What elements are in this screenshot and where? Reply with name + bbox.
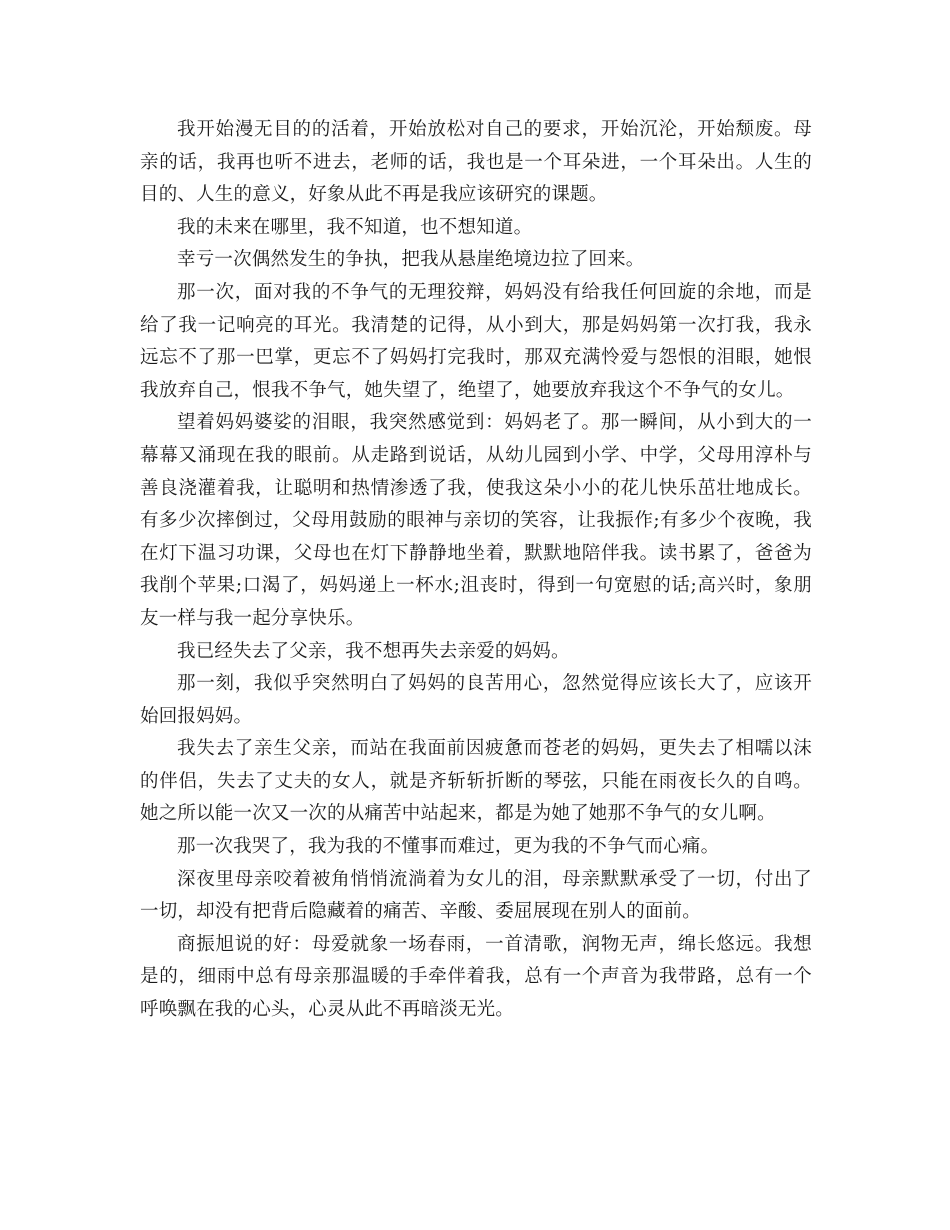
paragraph: 那一次，面对我的不争气的无理狡辩，妈妈没有给我任何回旋的余地，而是给了我一记响亮的耳光。我清楚的记得，从小到大，那是妈妈第一次打我，我永远忘不了那一巴掌，更忘不了妈妈打完我时，那双充满怜爱与怨恨的泪眼，她恨我放弃自己，恨我不争气，她失望了，绝望了，她要放弃我这个不争气的女儿。	[140, 281, 812, 401]
paragraph: 商振旭说的好：母爱就象一场春雨，一首清歌，润物无声，绵长悠远。我想是的，细雨中总有母亲那温暖的手牵伴着我，总有一个声音为我带路，总有一个呼唤飘在我的心头，心灵从此不再暗淡无光。	[140, 933, 812, 1021]
paragraph: 望着妈妈婆娑的泪眼，我突然感觉到：妈妈老了。那一瞬间，从小到大的一幕幕又涌现在我的眼前。从走路到说话，从幼儿园到小学、中学，父母用淳朴与善良浇灌着我，让聪明和热情渗透了我，使我这朵小小的花儿快乐茁壮地成长。有多少次摔倒过，父母用鼓励的眼神与亲切的笑容，让我振作;有多少个夜晚，我在灯下温习功课，父母也在灯下静静地坐着，默默地陪伴我。读书累了，爸爸为我削个苹果;口渴了，妈妈递上一杯水;沮丧时，得到一句宽慰的话;高兴时，象朋友一样与我一起分享快乐。	[140, 412, 812, 629]
paragraph: 我的未来在哪里，我不知道，也不想知道。	[177, 216, 533, 238]
paragraph: 那一次我哭了，我为我的不懂事而难过，更为我的不争气而心痛。	[177, 836, 720, 858]
paragraph: 我已经失去了父亲，我不想再失去亲爱的妈妈。	[177, 640, 570, 662]
paragraph: 深夜里母亲咬着被角悄悄流淌着为女儿的泪，母亲默默承受了一切，付出了一切，却没有把背后隐藏着的痛苦、辛酸、委屈展现在别人的面前。	[140, 868, 812, 923]
paragraph: 我失去了亲生父亲，而站在我面前因疲惫而苍老的妈妈，更失去了相嚅以沫的伴侣，失去了丈夫的女人，就是齐斩斩折断的琴弦，只能在雨夜长久的自鸣。她之所以能一次又一次的从痛苦中站起来，都是为她了她那不争气的女儿啊。	[140, 738, 812, 825]
paragraph: 幸亏一次偶然发生的争执，把我从悬崖绝境边拉了回来。	[177, 249, 645, 271]
paragraph: 我开始漫无目的的活着，开始放松对自己的要求，开始沉沦，开始颓废。母亲的话，我再也听不进去，老师的话，我也是一个耳朵进，一个耳朵出。人生的目的、人生的意义，好象从此不再是我应该研究的课题。	[140, 119, 812, 206]
document-body	[140, 114, 812, 1027]
paragraph: 那一刻，我似乎突然明白了妈妈的良苦用心，忽然觉得应该长大了，应该开始回报妈妈。	[140, 673, 812, 727]
